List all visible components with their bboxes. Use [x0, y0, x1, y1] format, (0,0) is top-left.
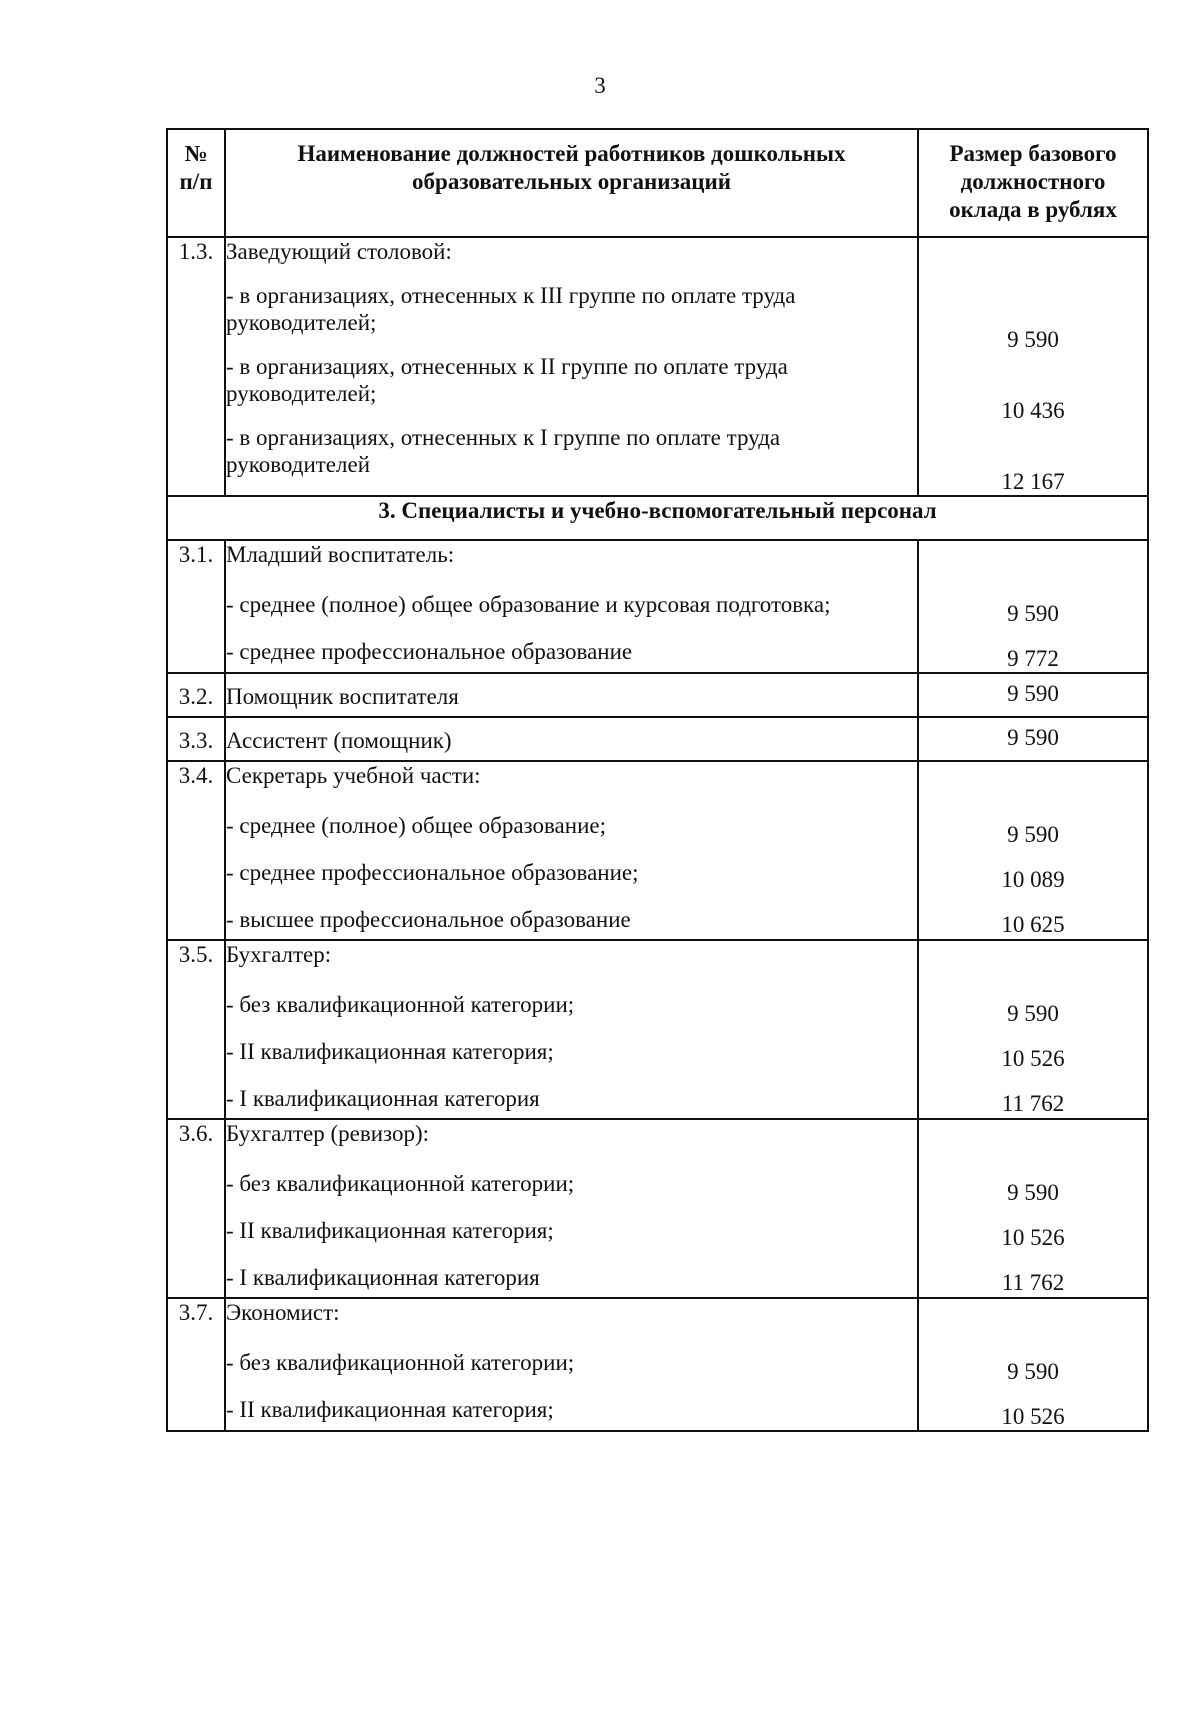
row-number: 3.5. — [167, 940, 225, 1119]
table-row — [167, 940, 1148, 1119]
row-number: 3.4. — [167, 761, 225, 940]
row-item-value: 10 526 — [1001, 1046, 1065, 1071]
row-number: 3.2. — [167, 673, 225, 717]
row-title-cell — [225, 761, 918, 940]
table-header-row — [167, 129, 1148, 237]
row-item-value: 9 590 — [1007, 1001, 1059, 1026]
row-title-cell — [225, 237, 918, 496]
row-item-label: - II квалификационная категория; — [226, 1039, 554, 1064]
section-row — [167, 496, 1148, 540]
row-item-label: - среднее профессиональное образование — [226, 639, 633, 664]
row-item-value: 10 089 — [1001, 867, 1065, 892]
table-row — [167, 540, 1148, 673]
row-item-label: - I квалификационная категория — [226, 1265, 540, 1290]
header-base-salary: Размер базового должностного оклада в рублях — [918, 129, 1148, 237]
row-value-cell — [918, 237, 1148, 496]
table-row — [167, 1298, 1148, 1431]
row-item-value: 10 526 — [1001, 1225, 1065, 1250]
table-row — [167, 1119, 1148, 1298]
table-row — [167, 237, 1148, 496]
header-number: № п/п — [167, 129, 225, 237]
row-number: 3.3. — [167, 717, 225, 761]
row-title: Секретарь учебной части: — [226, 763, 481, 788]
row-title-cell — [225, 540, 918, 673]
row-value-cell — [918, 761, 1148, 940]
row-item-label: - в организациях, отнесенных к III группе по оплате труда руководителей; — [226, 283, 796, 335]
row-title-cell — [225, 940, 918, 1119]
section-title: 3. Специалисты и учебно-вспомогательный персонал — [167, 496, 1148, 540]
row-title: Экономист: — [226, 1300, 340, 1325]
row-item-label: - в организациях, отнесенных к I группе по оплате труда руководителей — [226, 425, 781, 477]
row-title: Заведующий столовой: — [226, 239, 452, 264]
row-item-label: - высшее профессиональное образование — [226, 907, 631, 932]
row-item-value: 10 625 — [1001, 912, 1065, 937]
row-item-label: - среднее (полное) общее образование; — [226, 813, 606, 838]
row-item-value: 9 590 — [1007, 1180, 1059, 1205]
row-item-label: - I квалификационная категория — [226, 1086, 540, 1111]
row-item-label: - среднее профессиональное образование; — [226, 860, 639, 885]
row-item-label: - без квалификационной категории; — [226, 1350, 575, 1375]
row-item-value: 9 590 — [1007, 327, 1059, 352]
row-value-cell — [918, 540, 1148, 673]
row-title: Младший воспитатель: — [226, 542, 455, 567]
row-item-value: 11 762 — [1001, 1270, 1065, 1295]
row-number: 3.1. — [167, 540, 225, 673]
row-item-label: - без квалификационной категории; — [226, 992, 575, 1017]
row-item-label: - без квалификационной категории; — [226, 1171, 575, 1196]
row-value-cell — [918, 940, 1148, 1119]
row-value: 9 590 — [918, 717, 1148, 761]
row-number: 1.3. — [167, 237, 225, 496]
row-item-value: 9 772 — [1007, 646, 1059, 671]
row-title: Бухгалтер: — [226, 942, 332, 967]
row-title: Помощник воспитателя — [225, 673, 918, 717]
table-row — [167, 673, 1148, 717]
table-row — [167, 761, 1148, 940]
salary-table — [166, 128, 1149, 1432]
row-item-label: - среднее (полное) общее образование и курсовая подготовка; — [226, 592, 831, 617]
row-value: 9 590 — [918, 673, 1148, 717]
row-title-cell — [225, 1298, 918, 1431]
row-item-value: 9 590 — [1007, 1359, 1059, 1384]
row-title: Ассистент (помощник) — [225, 717, 918, 761]
row-item-value: 9 590 — [1007, 822, 1059, 847]
row-item-value: 10 436 — [1001, 398, 1065, 423]
row-item-label: - в организациях, отнесенных к II группе по оплате труда руководителей; — [226, 354, 788, 406]
row-item-value: 9 590 — [1007, 601, 1059, 626]
row-item-value: 11 762 — [1001, 1091, 1065, 1116]
row-item-label: - II квалификационная категория; — [226, 1218, 554, 1243]
row-item-value: 10 526 — [1001, 1404, 1065, 1429]
table-row — [167, 717, 1148, 761]
row-value-cell — [918, 1119, 1148, 1298]
row-title: Бухгалтер (ревизор): — [226, 1121, 430, 1146]
row-number: 3.7. — [167, 1298, 225, 1431]
row-item-label: - II квалификационная категория; — [226, 1397, 554, 1422]
row-value-cell — [918, 1298, 1148, 1431]
row-number: 3.6. — [167, 1119, 225, 1298]
row-title-cell — [225, 1119, 918, 1298]
page-number: 3 — [594, 73, 606, 98]
row-item-value: 12 167 — [1001, 469, 1065, 494]
header-position-title: Наименование должностей работников дошкольных образовательных организаций — [225, 129, 918, 237]
